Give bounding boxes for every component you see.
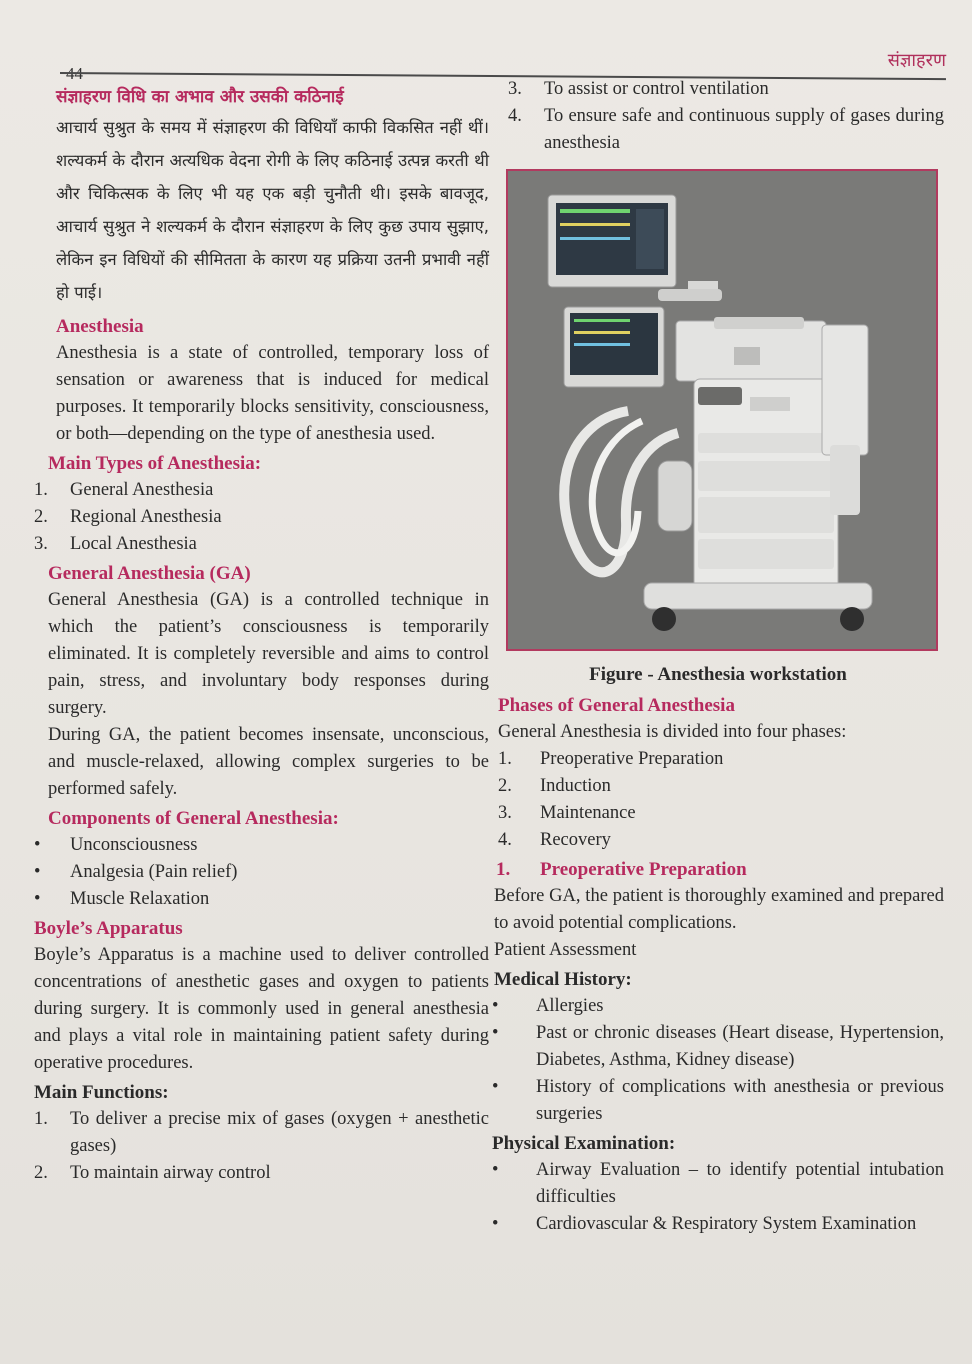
boyle-paragraph: Boyle’s Apparatus is a machine used to deliver controlled concentrations of anesthetic gases and oxygen to patients during surgery. It is commonly used in general anesthesia and plays a vital role in maintaining patient safety during operative procedures. <box>34 945 489 1073</box>
list-item: 4. To ensure safe and continuous supply of gases during anesthesia <box>508 106 944 153</box>
types-list <box>34 477 489 558</box>
list-item: 1. General Anesthesia <box>34 480 214 500</box>
list-item: 4. Recovery <box>498 830 611 850</box>
list-item: • Allergies <box>492 996 604 1016</box>
functions-list <box>34 1106 489 1187</box>
boyle-heading: Boyle’s Apparatus <box>34 918 183 939</box>
list-item: • Cardiovascular & Respiratory System Examination <box>492 1214 917 1234</box>
list-item: 3. Local Anesthesia <box>34 534 197 554</box>
chapter-title: संज्ञाहरण <box>887 50 946 71</box>
figure-caption: Figure - Anesthesia workstation <box>589 664 847 685</box>
medical-history-list <box>492 993 944 1128</box>
components-heading: Components of General Anesthesia: <box>48 808 339 829</box>
preop-paragraph: Before GA, the patient is thoroughly examined and prepared to avoid potential complications. <box>494 886 944 933</box>
functions-cont-list <box>492 76 944 157</box>
list-item: 2. Regional Anesthesia <box>34 507 222 527</box>
anesthesia-paragraph: Anesthesia is a state of controlled, temporary loss of sensation or awareness that is induced for medical purposes. It temporarily blocks sensitivity, consciousness, or both—depending on the type of anesthesia used. <box>56 343 489 444</box>
list-item: 1. Preoperative Preparation <box>498 749 724 769</box>
phases-intro: General Anesthesia is divided into four phases: <box>498 722 847 742</box>
list-item: • Airway Evaluation – to identify potential intubation difficulties <box>492 1160 944 1207</box>
preop-heading: 1. Preoperative Preparation <box>496 859 747 880</box>
components-list <box>34 832 489 913</box>
patient-assessment: Patient Assessment <box>494 940 637 960</box>
list-item: • History of complications with anesthesia or previous surgeries <box>492 1077 944 1124</box>
medical-history-heading: Medical History: <box>494 969 632 990</box>
types-heading: Main Types of Anesthesia: <box>48 453 262 474</box>
list-item: 1. To deliver a precise mix of gases (oxygen + anesthetic gases) <box>34 1109 489 1156</box>
ga-paragraph-2: During GA, the patient becomes insensate, unconscious, and muscle-relaxed, allowing complex surgeries to be performed safely. <box>48 725 489 799</box>
hindi-heading: संज्ञाहरण विधि का अभाव और उसकी कठिनाई <box>56 87 344 107</box>
phases-list <box>492 746 944 854</box>
list-item: • Unconsciousness <box>34 835 198 855</box>
ga-paragraph-1: General Anesthesia (GA) is a controlled technique in which the patient’s consciousness is temporarily eliminated. It is completely reversible and aims to control pain, stress, and involuntary body responses during surgery. <box>48 590 489 718</box>
page-number: 44 <box>66 64 83 83</box>
left-column <box>34 84 489 1187</box>
functions-heading: Main Functions: <box>34 1082 169 1103</box>
ga-heading: General Anesthesia (GA) <box>48 563 251 584</box>
list-item: 2. To maintain airway control <box>34 1163 271 1183</box>
right-column <box>492 76 944 1238</box>
phases-heading: Phases of General Anesthesia <box>498 695 735 716</box>
list-item: • Past or chronic diseases (Heart disease, Hypertension, Diabetes, Asthma, Kidney disease) <box>492 1023 944 1070</box>
list-item: 3. Maintenance <box>498 803 636 823</box>
list-item: 2. Induction <box>498 776 611 796</box>
list-item: • Analgesia (Pain relief) <box>34 862 238 882</box>
physical-exam-list <box>492 1157 944 1238</box>
anesthesia-machine-illustration <box>508 171 936 649</box>
anesthesia-workstation-figure <box>506 169 938 651</box>
list-item: • Muscle Relaxation <box>34 889 210 909</box>
anesthesia-heading: Anesthesia <box>56 316 144 337</box>
physical-exam-heading: Physical Examination: <box>492 1133 676 1154</box>
list-item: 3. To assist or control ventilation <box>508 79 769 99</box>
hindi-paragraph: आचार्य सुश्रुत के समय में संज्ञाहरण की विधियाँ काफी विकसित नहीं थीं। शल्यकर्म के दौरान अत्यधिक वेदना रोगी के लिए कठिनाई उत्पन्न करती थी और चिकित्सक के लिए भी यह एक बड़ी चुनौती थी। इसके बावजूद, आचार्य सुश्रुत ने शल्यकर्म के दौरान संज्ञाहरण के लिए कुछ उपाय सुझाए, लेकिन इन विधियों की सीमितता के कारण यह प्रक्रिया उतनी प्रभावी नहीं हो पाई। <box>56 118 489 302</box>
